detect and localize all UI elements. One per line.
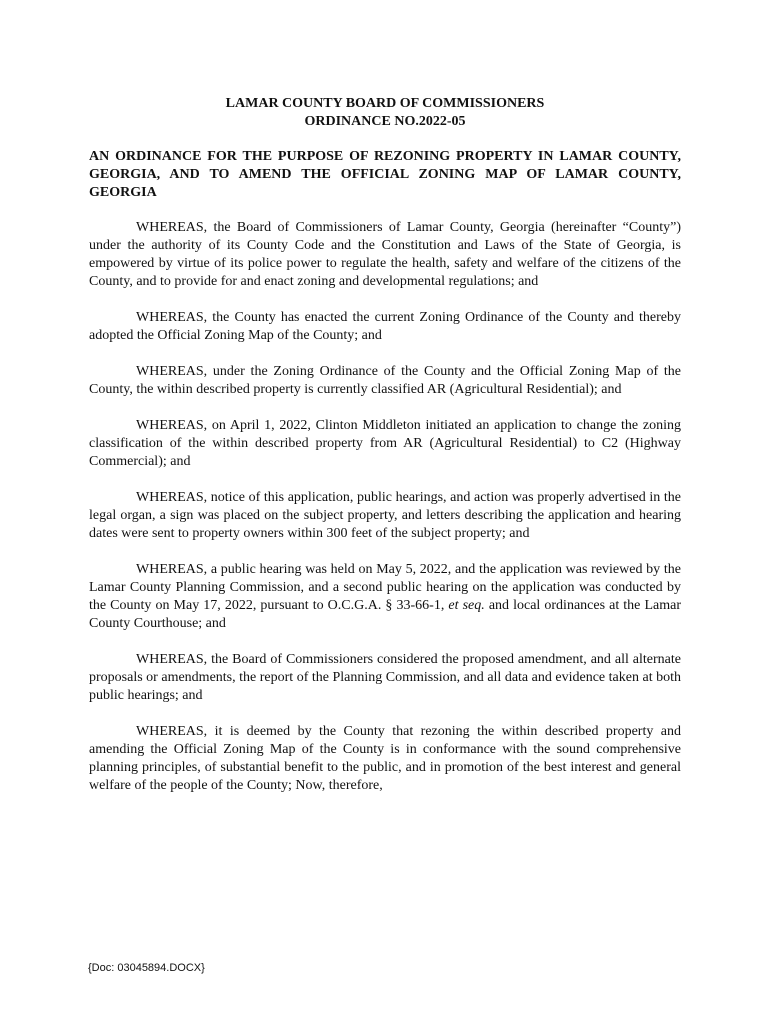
whereas-paragraph-4: WHEREAS, on April 1, 2022, Clinton Middleton initiated an application to change the zoning classification of the within described property from AR (Agricultural Residential) to C2 (Highway Commercial); and (89, 418, 681, 469)
whereas-paragraph-6 (89, 561, 681, 633)
board-heading: LAMAR COUNTY BOARD OF COMMISSIONERS (225, 96, 545, 111)
paragraph-6-text-end: and local ordinances at the Lamar County Courthouse; and (89, 598, 681, 631)
ordinance-body (89, 219, 681, 813)
whereas-paragraph-8: WHEREAS, it is deemed by the County that rezoning the within described property and amending the Official Zoning Map of the County is in conformance with the sound comprehensive planning principles, of substantial benefit to the public, and in promotion of the best interest and general welfare of the people of the County; Now, therefore, (89, 724, 681, 793)
whereas-paragraph-3: WHEREAS, under the Zoning Ordinance of the County and the Official Zoning Map of the County, the within described property is currently classified AR (Agricultural Residential); and (89, 364, 681, 397)
paragraph-6-text-start: WHEREAS, a public hearing was held on May 5, 2022, and the application was reviewed by the Lamar County Planning Commission, and a second public hearing on the application was conducted by the County on May 17, 2022, pursuant to O.C.G.A. § 33-66-1, (89, 562, 681, 613)
whereas-paragraph-5: WHEREAS, notice of this application, public hearings, and action was properly advertised in the legal organ, a sign was placed on the subject property, and letters describing the application and hearing dates were sent to property owners within 300 feet of the subject property; and (89, 490, 681, 541)
document-header (89, 95, 681, 131)
whereas-paragraph-2: WHEREAS, the County has enacted the current Zoning Ordinance of the County and thereby adopted the Official Zoning Map of the County; and (89, 310, 681, 343)
whereas-paragraph-7: WHEREAS, the Board of Commissioners considered the proposed amendment, and all alternate proposals or amendments, the report of the Planning Commission, and all data and evidence taken at both public hearings; and (89, 652, 681, 703)
ordinance-title: AN ORDINANCE FOR THE PURPOSE OF REZONING PROPERTY IN LAMAR COUNTY, GEORGIA, AND TO AMEND THE OFFICIAL ZONING MAP OF LAMAR COUNTY, GEORGIA (89, 149, 681, 200)
document-footer-id: {Doc: 03045894.DOCX} (88, 962, 205, 974)
paragraph-6-italic-citation: et seq. (448, 598, 485, 613)
whereas-paragraph-1: WHEREAS, the Board of Commissioners of Lamar County, Georgia (hereinafter “County”) under the authority of its County Code and the Constitution and Laws of the State of Georgia, is empowered by virtue of its police power to regulate the health, safety and welfare of the citizens of the County, and to provide for and enact zoning and developmental regulations; and (89, 220, 681, 289)
ordinance-number: ORDINANCE NO.2022-05 (304, 114, 466, 129)
